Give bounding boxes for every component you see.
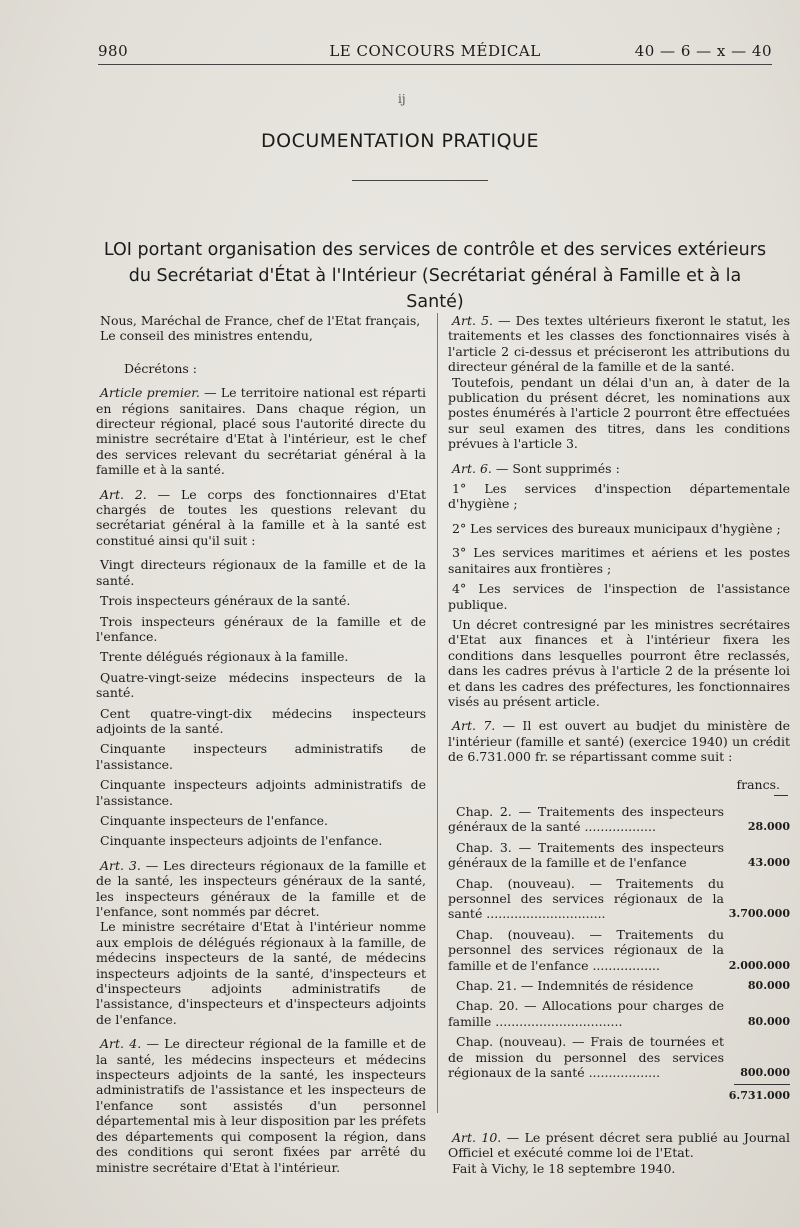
list-item: Trois inspecteurs généraux de la famille et de l'enfance.	[96, 613, 426, 644]
budget-amount: 2.000.000	[728, 958, 790, 972]
article-7	[448, 718, 790, 764]
article-5	[448, 313, 790, 375]
list-item: Vingt directeurs régionaux de la famille et de la santé.	[96, 557, 426, 588]
right-column	[448, 313, 790, 1176]
budget-label: Chap. 20. — Allocations pour charges de famille ................................	[448, 998, 724, 1029]
budget-amount: 3.700.000	[728, 907, 790, 921]
list-item: Cinquante inspecteurs adjoints de l'enfance.	[100, 833, 383, 849]
budget-label: Chap. (nouveau). — Traitements du personnel des services régionaux de la santé ..............................	[448, 875, 724, 922]
article-3	[96, 858, 426, 920]
budget-amount: 80.000	[747, 979, 790, 993]
list-item: Trois inspecteurs généraux de la santé.	[100, 593, 351, 609]
budget-row	[448, 1034, 790, 1080]
article-2-text: — Le corps des fonctionnaires d'Etat chargés de toutes les questions relevant du secrétariat général à la famille et à la santé est constitué ainsi qu'il suit :	[96, 486, 426, 548]
header-rule	[98, 64, 772, 65]
preamble: Nous, Maréchal de France, chef de l'Etat français,	[100, 313, 421, 328]
article-3-number: Art. 3.	[100, 857, 141, 873]
article-6-number: Art. 6.	[452, 460, 492, 476]
article-3-paragraph-2: Le ministre secrétaire d'Etat à l'intérieur nomme aux emplois de délégués régionaux à la famille, de médecins inspecteurs de la santé, de médecins inspecteurs adjoints de la santé, d'inspecteurs et d'inspecteurs adjoints administratifs de l'assistance, d'inspecteurs et d'inspecteurs adjoints de l'enfance.	[96, 919, 426, 1027]
title-divider	[352, 180, 488, 181]
article-4-text: — Le directeur régional de la famille et de la santé, les médecins inspecteurs et médecins inspecteurs adjoints de la santé, les inspecteurs administratifs de l'assistance et les inspecteurs de l'enfance sont assistés d'un personnel départemental mis à leur disposition par les préfets des départements qui composent la région, dans des conditions qui seront fixées par arrêté du ministre secrétaire d'Etat à l'intérieur.	[96, 1036, 427, 1175]
journal-title: LE CONCOURS MÉDICAL	[329, 42, 541, 60]
article-4	[96, 1036, 426, 1175]
column-divider	[437, 313, 438, 1113]
article-3-text: — Les directeurs régionaux de la famille et de la santé, les inspecteurs généraux de la santé, les inspecteurs généraux de la famille et de l'enfance, sont nommés par décret.	[96, 857, 426, 919]
budget-amount: 28.000	[747, 820, 790, 834]
article-10-text: — Le présent décret sera publié au Journal Officiel et exécuté comme loi de l'Etat.	[448, 1129, 790, 1161]
list-item: 4° Les services de l'inspection de l'assistance publique.	[448, 581, 790, 612]
law-title-line-2: du Secrétariat d'État à l'Intérieur (Secrétariat général à Famille et à la Santé)	[128, 266, 742, 312]
budget-label: Chap. 2. — Traitements des inspecteurs généraux de la santé ..................	[448, 803, 724, 835]
article-2	[96, 487, 426, 549]
page-number: 980	[98, 42, 129, 60]
budget-row	[448, 804, 790, 835]
budget-row	[448, 978, 790, 993]
article-5-number: Art. 5.	[452, 313, 493, 328]
article-7-number: Art. 7.	[452, 718, 496, 734]
article-6-paragraph-2: Un décret contresigné par les ministres secrétaires d'Etat aux finances et à l'intérieur fixera les conditions dans lesquelles pourront être reclassés, dans les cadres prévus à l'article 2 de la présente loi et dans les cadres des préfectures, les fonctionnaires visés au présent article.	[448, 616, 790, 709]
running-header	[98, 40, 772, 66]
list-item: Cinquante inspecteurs de l'enfance.	[100, 812, 329, 828]
list-item: Cent quatre-vingt-dix médecins inspecteurs adjoints de la santé.	[96, 705, 426, 736]
budget-amount: 800.000	[740, 1066, 790, 1080]
budget-row	[448, 840, 790, 871]
list-item: Quatre-vingt-seize médecins inspecteurs de la santé.	[96, 669, 426, 701]
budget-row	[448, 927, 790, 973]
article-10-number: Art. 10.	[452, 1129, 502, 1145]
budget-amount: 80.000	[747, 1014, 790, 1028]
signature-line: Fait à Vichy, le 18 septembre 1940.	[452, 1160, 676, 1176]
decree-formula: Décrétons :	[124, 360, 197, 376]
article-2-number: Art. 2.	[100, 486, 147, 502]
left-column	[96, 313, 426, 1175]
list-item: Cinquante inspecteurs adjoints administratifs de l'assistance.	[96, 777, 426, 808]
article-1	[96, 385, 426, 477]
article-5-text: — Des textes ultérieurs fixeront le statut, les traitements et les classes des fonctionnaires visés à l'article 2 ci-dessus et préciseront les attributions du directeur général de la famille et de la santé.	[448, 313, 790, 375]
stray-mark: ij	[398, 92, 406, 106]
section-title: DOCUMENTATION PRATIQUE	[261, 130, 539, 152]
law-title	[100, 237, 770, 315]
article-5-paragraph-2: Toutefois, pendant un délai d'un an, à dater de la publication du présent décret, les nominations aux postes énumérés à l'article 2 pourront être effectuées sur seul examen des titres, dans les conditions prévues à l'article 3.	[448, 374, 790, 452]
issue-date: 40 — 6 — x — 40	[634, 42, 772, 60]
list-item: 1° Les services d'inspection départementale d'hygiène ;	[448, 481, 790, 512]
budget-label: Chap. 3. — Traitements des inspecteurs généraux de la famille et de l'enfance	[448, 839, 724, 871]
article-10	[448, 1130, 790, 1161]
article-7-text: — Il est ouvert au budjet du ministère de l'intérieur (famille et santé) (exercice 1940) un crédit de 6.731.000 fr. se répartissant comme suit :	[448, 718, 790, 765]
budget-label: Chap. (nouveau). — Traitements du personnel des services régionaux de la famille et de l'enfance .................	[448, 926, 724, 973]
law-title-line-1: LOI portant organisation des services de contrôle et des services extérieurs	[103, 240, 767, 260]
budget-label: Chap. 21. — Indemnités de résidence	[456, 978, 694, 994]
currency-unit: francs.	[736, 776, 780, 792]
list-item: 3° Les services maritimes et aériens et les postes sanitaires aux frontières ;	[448, 545, 790, 576]
article-1-text: — Le territoire national est réparti en régions sanitaires. Dans chaque région, un directeur régional, placé sous l'autorité directe du ministre secrétaire d'Etat à l'intérieur, est le chef des services relevant du secrétariat général à la famille et à la santé.	[96, 385, 426, 478]
article-1-number: Article premier.	[100, 385, 200, 401]
article-4-number: Art. 4.	[100, 1036, 142, 1052]
budget-amount: 43.000	[747, 856, 790, 870]
budget-row	[448, 876, 790, 922]
preamble-council: Le conseil des ministres entendu,	[100, 328, 313, 344]
budget-row	[448, 998, 790, 1029]
unit-dash	[774, 795, 788, 796]
article-6	[448, 461, 790, 476]
list-item: 2° Les services des bureaux municipaux d'hygiène ;	[452, 520, 781, 536]
list-item: Cinquante inspecteurs administratifs de l'assistance.	[96, 741, 426, 772]
list-item: Trente délégués régionaux à la famille.	[100, 649, 349, 665]
article-6-text: — Sont supprimés :	[491, 460, 620, 476]
budget-label: Chap. (nouveau). — Frais de tournées et de mission du personnel des services régionaux de la santé ..................	[448, 1034, 724, 1081]
budget-total: 6.731.000	[728, 1089, 790, 1103]
total-rule	[734, 1084, 790, 1085]
